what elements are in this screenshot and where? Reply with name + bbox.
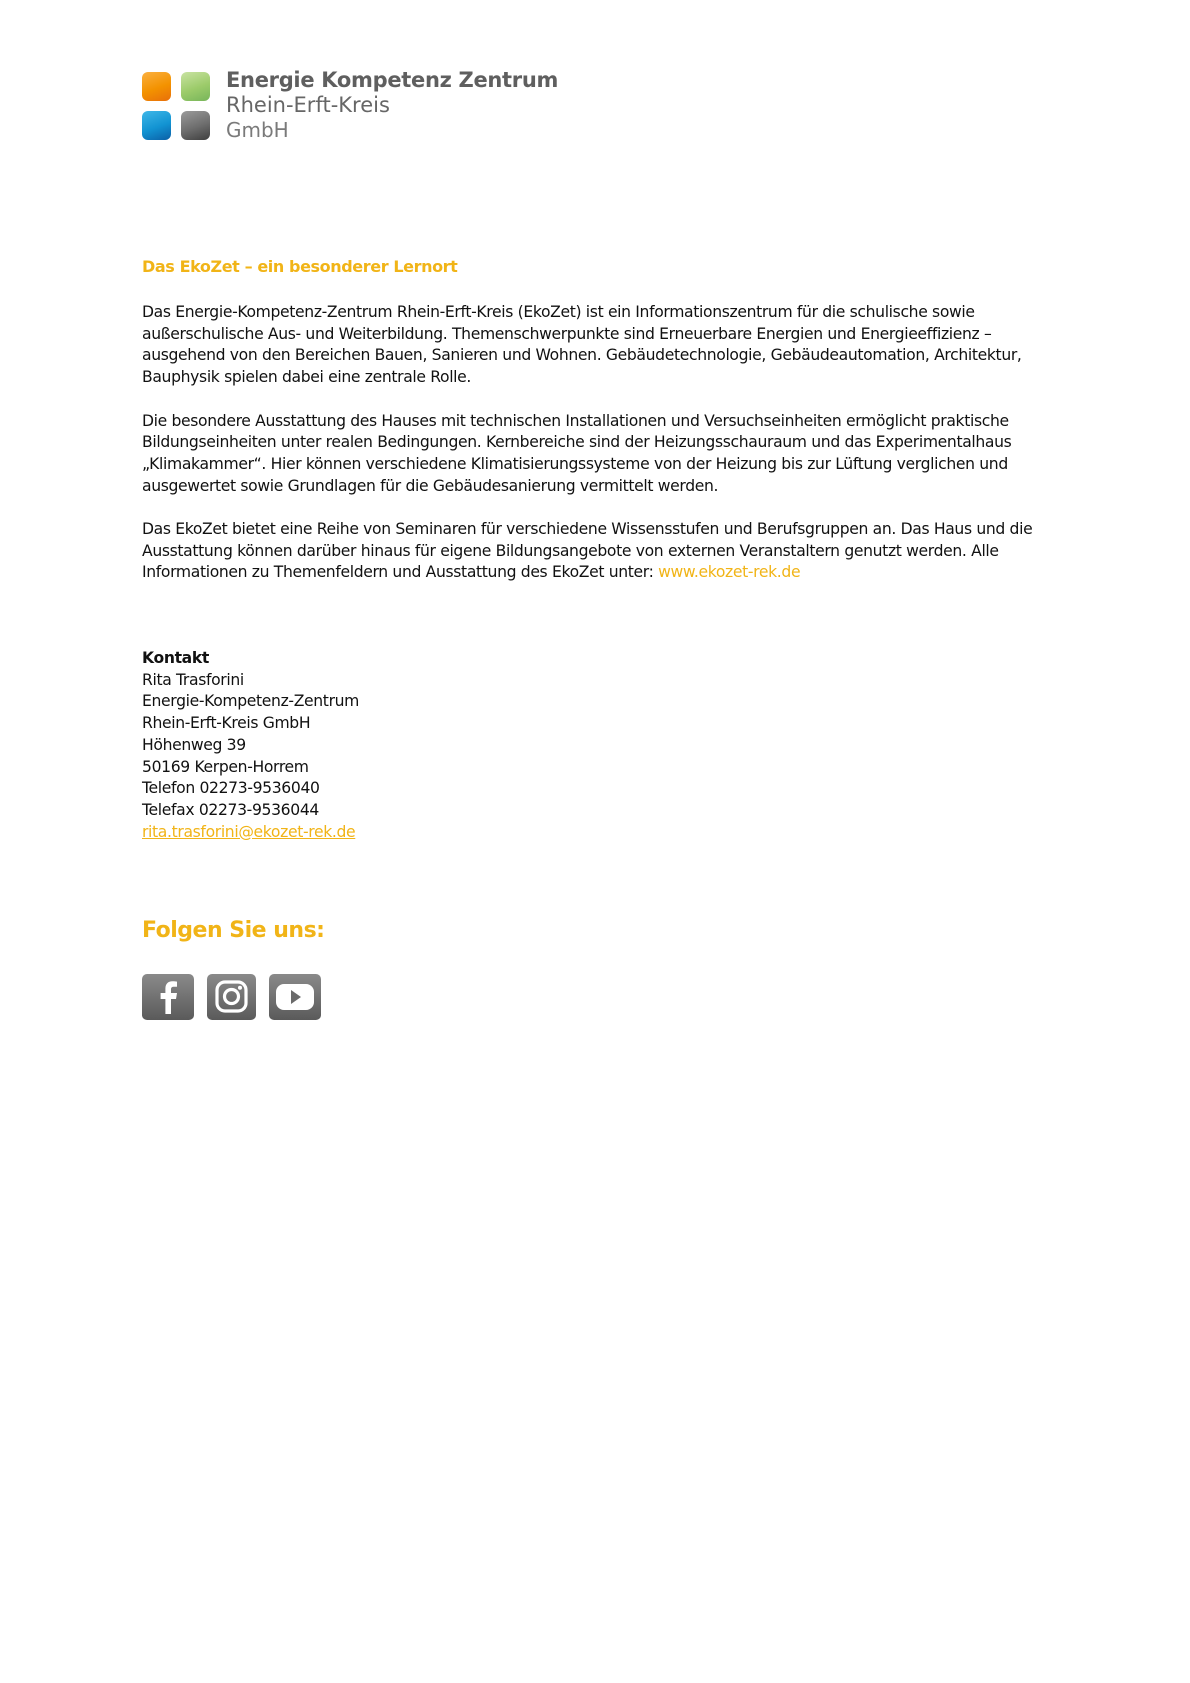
contact-city: 50169 Kerpen-Horrem bbox=[142, 757, 309, 776]
paragraph-1: Das Energie-Kompetenz-Zentrum Rhein-Erft-Kreis (EkoZet) ist ein Informationszentrum für die schulische sowie außerschulische Aus- und Weiterbildung. Themenschwerpunkte sind Erneuerbare Energien und Energieeffizienz – ausgehend von den Bereichen Bauen, Sanieren und Wohnen. Gebäudetechnologie, Gebäudeautomation, Architektur, Bauphysik spielen dabei eine zentrale Rolle. bbox=[142, 303, 1022, 387]
logo-squares-icon bbox=[142, 72, 210, 140]
logo-square-orange bbox=[142, 72, 171, 101]
contact-org-1: Energie-Kompetenz-Zentrum bbox=[142, 692, 360, 711]
logo-line-2: Rhein-Erft-Kreis bbox=[226, 93, 390, 117]
logo-text bbox=[226, 68, 558, 143]
paragraph-3-text: Das EkoZet bietet eine Reihe von Seminaren für verschiedene Wissensstufen und Berufsgruppen an. Das Haus und die Ausstattung können darüber hinaus für eigene Bildungsangebote von externen Veranstaltern genutzt werden. Alle Informationen zu Themenfeldern und Ausstattung des EkoZet unter: bbox=[142, 520, 1033, 582]
contact-street: Höhenweg 39 bbox=[142, 735, 246, 754]
logo-line-1: Energie Kompetenz Zentrum bbox=[226, 68, 559, 92]
contact-org-2: Rhein-Erft-Kreis GmbH bbox=[142, 714, 311, 733]
contact-name: Rita Trasforini bbox=[142, 670, 244, 689]
instagram-icon[interactable] bbox=[207, 974, 256, 1020]
website-link[interactable]: www.ekozet-rek.de bbox=[658, 563, 801, 582]
follow-title: Folgen Sie uns: bbox=[142, 918, 325, 943]
logo-line-3: GmbH bbox=[226, 118, 289, 142]
paragraph-2: Die besondere Ausstattung des Hauses mit technischen Installationen und Versuchseinheiten ermöglicht praktische Bildungseinheiten unter realen Bedingungen. Kernbereiche sind der Heizungsschauraum und das Experimentalhaus „Klimakammer“. Hier können verschiedene Klimatisierungssysteme von der Heizung bis zur Lüftung verglichen und ausgewertet sowie Grundlagen für die Gebäudesanierung vermittelt werden. bbox=[142, 411, 1012, 495]
logo-square-blue bbox=[142, 111, 171, 140]
paragraph-3 bbox=[142, 519, 1042, 584]
contact-fax: Telefax 02273-9536044 bbox=[142, 800, 319, 819]
youtube-icon[interactable] bbox=[269, 974, 321, 1020]
contact-email-link[interactable]: rita.trasforini@ekozet-rek.de bbox=[142, 822, 356, 841]
logo-square-green bbox=[181, 72, 210, 101]
contact-phone: Telefon 02273-9536040 bbox=[142, 779, 320, 798]
facebook-icon[interactable] bbox=[142, 974, 194, 1020]
contact-heading: Kontakt bbox=[142, 649, 209, 667]
section-title: Das EkoZet – ein besonderer Lernort bbox=[142, 257, 458, 276]
main-content bbox=[142, 256, 1042, 606]
contact-block bbox=[142, 648, 359, 843]
logo-square-grey bbox=[181, 111, 210, 140]
